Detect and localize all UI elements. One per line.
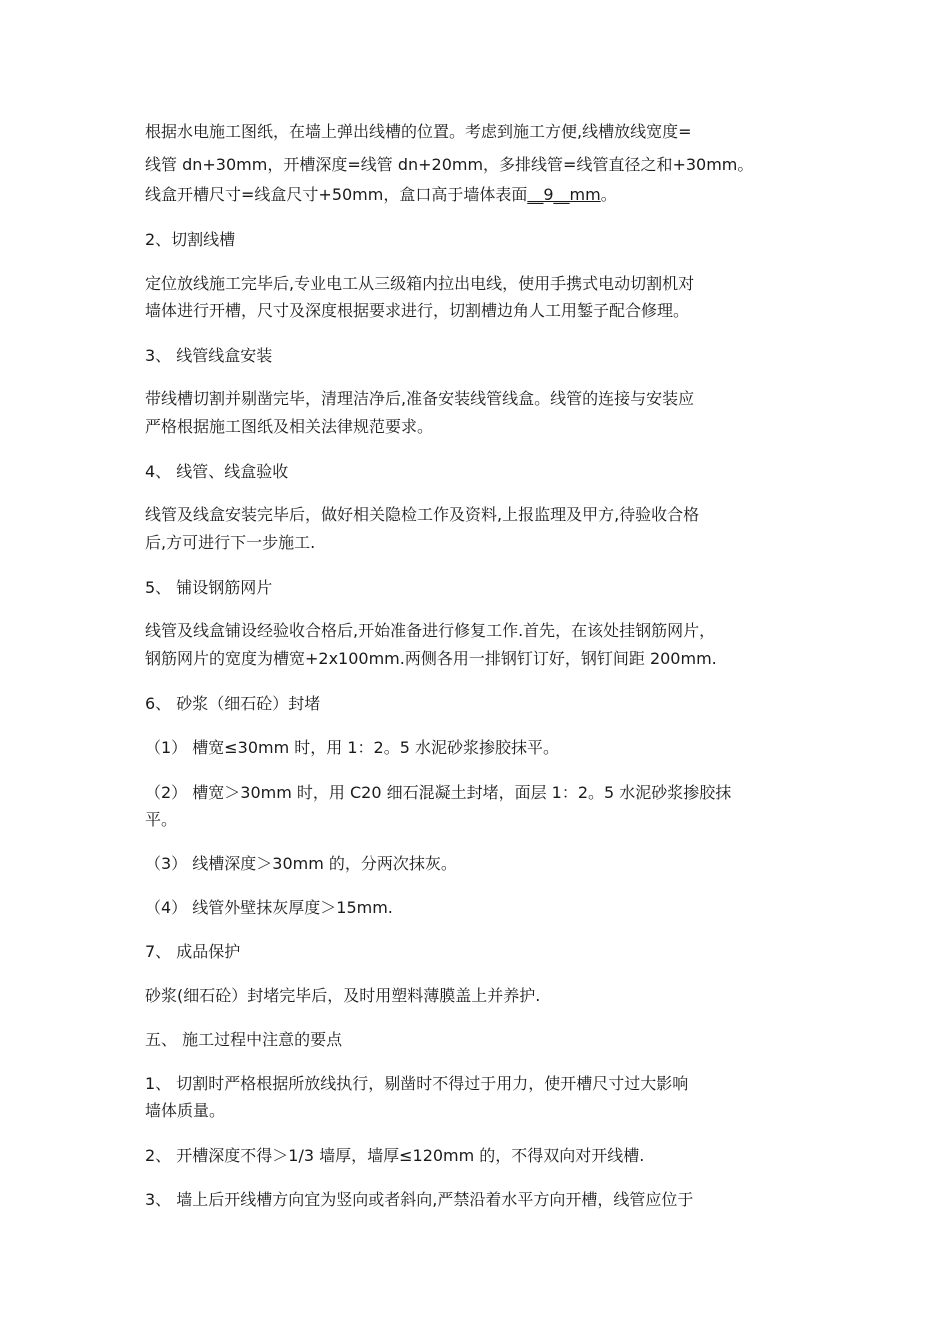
paragraph-line	[145, 183, 825, 207]
paragraph-line: 带线槽切割并剔凿完毕，清理洁净后,准备安装线管线盒。线管的连接与安装应	[145, 389, 695, 408]
section-heading-4: 4、 线管、线盒验收	[145, 462, 289, 481]
text-line: 线盒开槽尺寸=线盒尺寸+50mm，盒口高于墙体表面	[145, 185, 528, 204]
list-item: 3、 墙上后开线槽方向宜为竖向或者斜向,严禁沿着水平方向开槽，线管应位于	[145, 1190, 694, 1209]
section-heading-5: 5、 铺设钢筋网片	[145, 578, 273, 597]
paragraph-line: 线管及线盒安装完毕后，做好相关隐检工作及资料,上报监理及甲方,待验收合格	[145, 505, 700, 524]
text-line: 线管 dn+30mm，开槽深度=线管 dn+20mm，多排线管=线管直径之和+30mm。	[145, 155, 754, 174]
paragraph-line: 墙体进行开槽，尺寸及深度根据要求进行，切割槽边角人工用錾子配合修理。	[145, 301, 690, 320]
paragraph-layout-intro	[145, 120, 825, 144]
section-heading-7: 7、 成品保护	[145, 942, 241, 961]
list-item: （3） 线槽深度＞30mm 的，分两次抹灰。	[145, 854, 457, 873]
paragraph-line	[145, 153, 825, 177]
section-heading-3: 3、 线管线盒安装	[145, 346, 273, 365]
paragraph-line: 砂浆(细石砼）封堵完毕后，及时用塑料薄膜盖上并养护.	[145, 986, 541, 1005]
list-item: （4） 线管外壁抹灰厚度＞15mm.	[145, 898, 393, 917]
list-item: 1、 切割时严格根据所放线执行，剔凿时不得过于用力，使开槽尺寸过大影响	[145, 1074, 689, 1093]
text-line: 根据水电施工图纸，在墙上弹出线槽的位置。考虑到施工方便,线槽放线宽度=	[145, 122, 692, 141]
paragraph-line: 线管及线盒铺设经验收合格后,开始准备进行修复工作.首先，在该处挂钢筋网片，	[145, 621, 716, 640]
section-heading-2: 2、切割线槽	[145, 230, 236, 249]
paragraph-line: 钢筋网片的宽度为槽宽+2x100mm.两侧各用一排钢钉订好，钢钉间距 200mm.	[145, 649, 717, 668]
paragraph-line: 后,方可进行下一步施工.	[145, 533, 316, 552]
text-line: 。	[600, 185, 617, 204]
list-item-continuation: 平。	[145, 810, 178, 829]
paragraph-line: 定位放线施工完毕后,专业电工从三级箱内拉出电线，使用手携式电动切割机对	[145, 274, 695, 293]
underlined-value: __9__mm	[527, 185, 601, 204]
list-item: 2、 开槽深度不得＞1/3 墙厚，墙厚≤120mm 的，不得双向对开线槽.	[145, 1146, 645, 1165]
list-item: （1） 槽宽≤30mm 时，用 1：2。5 水泥砂浆掺胶抹平。	[145, 738, 560, 757]
list-item-continuation: 墙体质量。	[145, 1101, 226, 1120]
paragraph-line: 严格根据施工图纸及相关法律规范要求。	[145, 417, 434, 436]
list-item: （2） 槽宽＞30mm 时，用 C20 细石混凝土封堵，面层 1：2。5 水泥砂浆掺胶抹	[145, 783, 732, 802]
chapter-heading-five: 五、 施工过程中注意的要点	[145, 1030, 343, 1049]
section-heading-6: 6、 砂浆（细石砼）封堵	[145, 694, 321, 713]
